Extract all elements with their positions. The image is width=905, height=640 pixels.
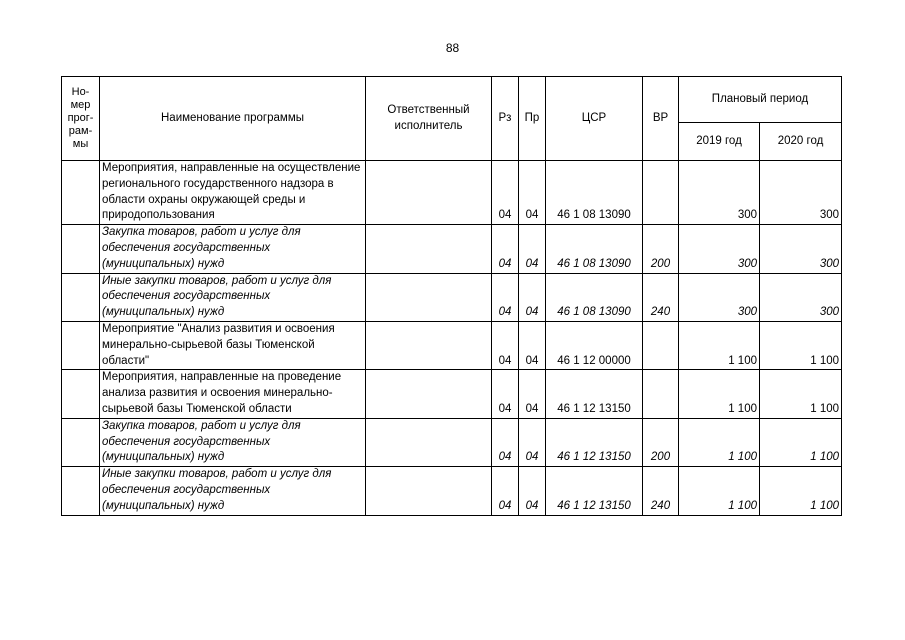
cell-csr: 46 1 12 13150 [546,418,643,466]
cell-vr [643,370,679,418]
cell-pr: 04 [519,418,546,466]
cell-year-2019: 300 [679,161,760,225]
cell-year-2020: 1 100 [760,418,842,466]
cell-vr: 200 [643,418,679,466]
cell-vr [643,321,679,369]
cell-name: Закупка товаров, работ и услуг для обеспечения государственных (муниципальных) нужд [100,225,366,273]
cell-pr: 04 [519,225,546,273]
cell-year-2020: 300 [760,273,842,321]
table-row [62,161,842,225]
table-row [62,467,842,515]
cell-csr: 46 1 08 13090 [546,161,643,225]
table-row [62,225,842,273]
table-row [62,418,842,466]
cell-vr [643,161,679,225]
cell-executor [366,370,492,418]
header-number: Но- мер прог- рам- мы [62,77,100,161]
cell-pr: 04 [519,161,546,225]
cell-rz: 04 [492,273,519,321]
cell-year-2020: 1 100 [760,370,842,418]
cell-pr: 04 [519,370,546,418]
cell-executor [366,321,492,369]
page-number: 88 [445,41,460,55]
header-pr: Пр [519,77,546,161]
cell-year-2019: 300 [679,225,760,273]
cell-pr: 04 [519,321,546,369]
cell-year-2019: 1 100 [679,418,760,466]
cell-year-2020: 1 100 [760,321,842,369]
cell-csr: 46 1 12 00000 [546,321,643,369]
cell-name: Мероприятия, направленные на проведение анализа развития и освоения минерально-сырьевой базы Тюменской области [100,370,366,418]
cell-number [62,418,100,466]
table-body [62,161,842,516]
cell-number [62,273,100,321]
cell-name: Иные закупки товаров, работ и услуг для обеспечения государственных (муниципальных) нужд [100,467,366,515]
header-year-2020: 2020 год [760,123,842,161]
cell-name: Иные закупки товаров, работ и услуг для обеспечения государственных (муниципальных) нужд [100,273,366,321]
cell-pr: 04 [519,467,546,515]
cell-vr: 240 [643,467,679,515]
cell-pr: 04 [519,273,546,321]
cell-year-2019: 1 100 [679,321,760,369]
cell-rz: 04 [492,161,519,225]
cell-csr: 46 1 08 13090 [546,225,643,273]
cell-name: Мероприятие "Анализ развития и освоения минерально-сырьевой базы Тюменской области" [100,321,366,369]
cell-year-2020: 1 100 [760,467,842,515]
cell-rz: 04 [492,418,519,466]
cell-year-2019: 1 100 [679,467,760,515]
cell-number [62,467,100,515]
cell-number [62,321,100,369]
cell-year-2019: 1 100 [679,370,760,418]
cell-number [62,370,100,418]
cell-year-2020: 300 [760,161,842,225]
cell-executor [366,273,492,321]
cell-vr: 240 [643,273,679,321]
header-rz: Рз [492,77,519,161]
cell-rz: 04 [492,370,519,418]
header-csr: ЦСР [546,77,643,161]
cell-rz: 04 [492,321,519,369]
table-row [62,321,842,369]
cell-csr: 46 1 12 13150 [546,370,643,418]
cell-rz: 04 [492,225,519,273]
cell-executor [366,467,492,515]
cell-name: Закупка товаров, работ и услуг для обеспечения государственных (муниципальных) нужд [100,418,366,466]
header-row [62,77,842,123]
table-row [62,370,842,418]
header-executor: Ответственный исполнитель [366,77,492,161]
cell-year-2019: 300 [679,273,760,321]
cell-vr: 200 [643,225,679,273]
header-name: Наименование программы [100,77,366,161]
cell-csr: 46 1 12 13150 [546,467,643,515]
cell-executor [366,225,492,273]
header-plan-period: Плановый период [679,77,842,123]
table-row [62,273,842,321]
cell-executor [366,161,492,225]
header-vr: ВР [643,77,679,161]
cell-year-2020: 300 [760,225,842,273]
budget-table [61,76,842,516]
cell-number [62,225,100,273]
cell-name: Мероприятия, направленные на осуществление регионального государственного надзора в области охраны окружающей среды и природопользования [100,161,366,225]
cell-number [62,161,100,225]
cell-executor [366,418,492,466]
cell-csr: 46 1 08 13090 [546,273,643,321]
header-year-2019: 2019 год [679,123,760,161]
cell-rz: 04 [492,467,519,515]
